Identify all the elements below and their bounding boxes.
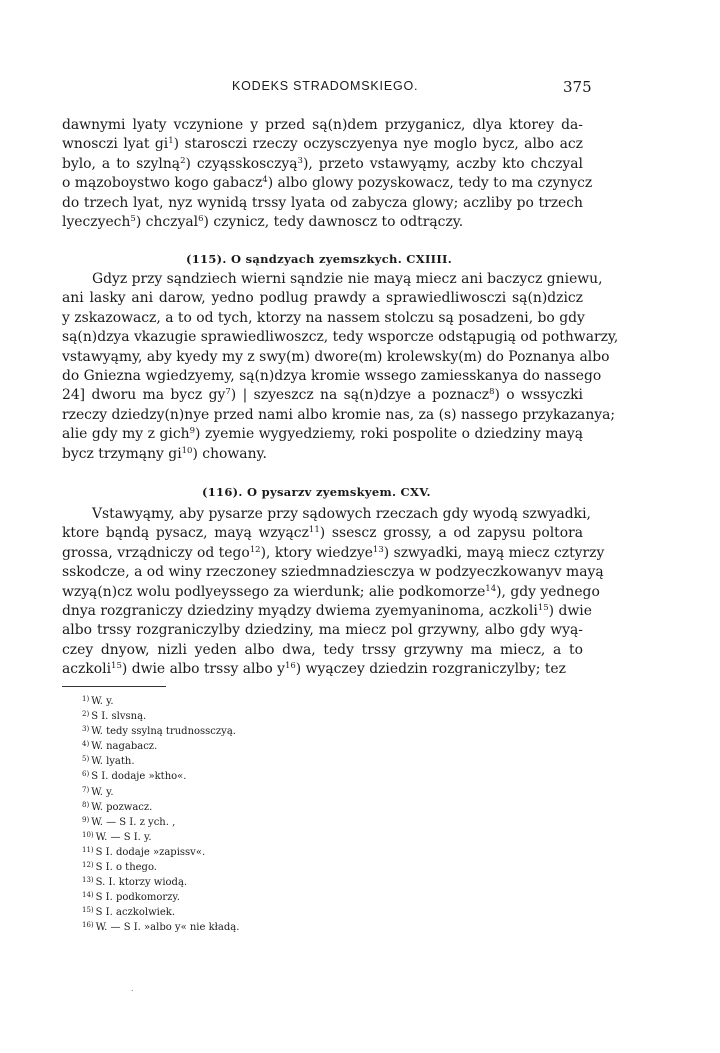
footnote-number: 14)	[82, 891, 94, 900]
text-line: albo trssy rozgraniczylby dziedziny, ma miecz pol grzywny, albo gdy wyą-	[62, 622, 583, 639]
footnote-item	[82, 722, 239, 737]
footnotes-list	[82, 692, 239, 934]
footnote-ref: 3	[297, 155, 303, 166]
text-line: są(n)dzya vkazugie sprawiedliwoszcz, tedy wsporcze odstąpugią od pothwarzy,	[62, 329, 619, 346]
footnote-item	[82, 828, 239, 843]
text-line: wzyą(n)cz wolu podlyeyssego za wierdunk; alie podkomorze$^{14}$), gdy yednego	[62, 583, 600, 600]
footnote-ref: 4	[262, 175, 268, 186]
section-heading-116: (116). O pysarzv zyemskyem. CXV.	[202, 485, 431, 499]
footnote-ref: 15	[111, 661, 122, 672]
footnote-number: 11)	[82, 845, 94, 854]
footnote-ref: 2	[180, 155, 186, 166]
footnote-number: 12)	[82, 861, 94, 870]
footnote-text: W. lyath.	[91, 756, 135, 768]
footnote-number: 6)	[82, 770, 90, 779]
footnote-text: W. pozwacz.	[91, 801, 153, 813]
footnote-ref: 5	[130, 213, 136, 224]
footnote-separator	[62, 686, 166, 687]
paragraph-intro	[62, 116, 593, 232]
footnote-number: 7)	[82, 785, 90, 794]
text-line: vstawyąmy, aby kyedy my z swy(m) dwore(m) krolewsky(m) do Poznanya albo	[62, 348, 610, 365]
footnote-ref: 6	[198, 213, 204, 224]
footnote-ref: 1	[168, 136, 174, 147]
text-line: sskodcze, a od winy rzeczoney sziedmnadziesczya w podzyeczkowanyv mayą	[62, 564, 604, 581]
footnote-ref: 13	[372, 544, 384, 555]
text-line: dnya rozgraniczy dziedziny myądzy dwiema zyemyaninoma, aczkoli$^{15}$) dwie	[62, 602, 592, 619]
footnote-number: 15)	[82, 906, 94, 915]
footnote-number: 8)	[82, 800, 90, 809]
footnote-text: W. — S I. z ych. ,	[91, 816, 176, 828]
text-line: y zskazowacz, a to od tych, ktorzy na nassem stolczu są posadzeni, bo gdy	[62, 309, 585, 326]
text-line: Vstawyąmy, aby pysarze przy sądowych rzeczach gdy wyodą szwyadki,	[92, 506, 591, 522]
footnote-number: 5)	[82, 755, 90, 764]
footnote-text: S I. slvsną.	[91, 711, 147, 723]
footnote-item	[82, 813, 239, 828]
footnote-number: 1)	[82, 695, 90, 703]
footnote-text: W. y.	[91, 696, 114, 707]
text-line: do Gniezna wgiedzyemy, są(n)dzya kromie wssego zamiesskanya do nassego	[62, 367, 602, 384]
text-line: alie gdy my z gich$^9$) zyemie wygyedziemy, roki pospolite o dziedziny mayą	[62, 426, 583, 443]
text-line: Gdyz przy sąndziech wierni sąndzie nie mayą miecz ani baczycz gniewu,	[92, 271, 603, 287]
footnote-ref: 11	[308, 525, 320, 536]
paragraph-116	[62, 505, 605, 680]
text-line: dawnymi lyaty vczynione y przed są(n)dem przyganicz, dlya ktorey da-	[62, 117, 583, 133]
text-line: czey dnyow, nizli yeden albo dwa, tedy trssy grzywny ma miecz, a to	[62, 641, 583, 658]
running-header: KODEKS STRADOMSKIEGO.	[232, 79, 419, 93]
text-line: o mązoboystwo kogo gabacz$^4$) albo glowy pozyskowacz, tedy to ma czynycz	[62, 175, 593, 192]
footnote-item	[82, 798, 239, 813]
footnote-text: W. y.	[91, 786, 114, 798]
footnote-item	[82, 783, 239, 798]
text-line: bycz trzymąny gi$^{10}$) chowany.	[62, 445, 267, 462]
footnote-ref: 7	[225, 387, 231, 398]
footnote-text: S. I. ktorzy wiodą.	[95, 877, 188, 889]
text-line: bylo, a to szylną$^2$) czyąsskosczyą$^3$), przeto vstawyąmy, aczby kto chczyal	[62, 155, 583, 172]
footnote-text: S I. podkomorzy.	[95, 892, 180, 904]
footnote-item	[82, 737, 239, 752]
footnote-number: 9)	[82, 815, 90, 824]
scan-speck: ˙	[130, 990, 135, 1000]
footnote-item	[82, 767, 239, 782]
footnote-item	[82, 843, 239, 858]
footnote-text: W. — S I. y.	[95, 831, 152, 843]
footnote-text: W. — S I. »albo y« nie kładą.	[95, 922, 240, 934]
text-line: wnosczi lyat gi$^1$) starosczi rzeczy oczysczyenya nye moglo bycz, albo acz	[62, 136, 583, 153]
footnote-number: 4)	[82, 740, 90, 749]
text-line: rzeczy dziedzy(n)nye przed nami albo kromie nas, za (s) nassego przykazanya;	[62, 406, 616, 423]
paragraph-115	[62, 270, 619, 464]
text-line: ani lasky ani darow, yedno podlug prawdy a sprawiedliwosczi są(n)dzicz	[62, 290, 583, 307]
footnote-number: 13)	[82, 876, 94, 885]
footnote-number: 3)	[82, 725, 90, 734]
text-line: grossa, vrządniczy od tego$^{12}$), ktory wiedzye$^{13}$) szwyadki, mayą miecz cztyrzy	[62, 544, 605, 561]
footnote-number: 2)	[82, 710, 90, 719]
footnote-number: 16)	[82, 921, 94, 930]
section-heading-115: (115). O sąndzyach zyemszkych. CXIIII.	[186, 252, 452, 266]
footnote-text: S I. dodaje »ktho«.	[91, 771, 187, 783]
footnote-text: W. tedy ssylną trudnossczyą.	[91, 726, 236, 738]
footnote-item	[82, 873, 239, 888]
footnote-item	[82, 903, 239, 918]
footnote-item	[82, 888, 239, 903]
text-line: 24] dworu ma bycz gy$^7$) | szyeszcz na są(n)dzye a poznacz$^8$) o wssyczki	[62, 387, 583, 404]
text-line: ktore bąndą pysacz, mayą wzyącz$^{11}$) ssescz grossy, a od zapysu poltora	[62, 525, 583, 542]
footnote-text: W. nagabacz.	[91, 741, 158, 753]
footnote-item	[82, 918, 239, 933]
text-line: do trzech lyat, nyz wynidą trssy lyata od zabycza glowy; aczliby po trzech	[62, 194, 583, 211]
footnote-text: S I. dodaje »zapissv«.	[95, 846, 206, 858]
footnote-text: S I. o thego.	[95, 862, 157, 874]
footnote-item	[82, 858, 239, 873]
footnote-ref: 12	[249, 544, 261, 555]
footnote-ref: 9	[189, 426, 195, 437]
footnote-ref: 14	[485, 583, 497, 594]
footnote-ref: 10	[181, 445, 193, 456]
footnote-item	[82, 692, 239, 707]
footnote-ref: 8	[489, 387, 495, 398]
footnote-ref: 16	[284, 661, 296, 672]
footnote-text: S I. aczkolwiek.	[95, 907, 176, 919]
footnote-item	[82, 707, 239, 722]
page-number: 375	[563, 78, 592, 96]
text-line: lyeczyech$^5$) chczyal$^6$) czynicz, tedy dawnoscz to odtrączy.	[62, 213, 464, 230]
text-line: aczkoli$^{15}$) dwie albo trssy albo y$^{16}$) wyączey dziedzin rozgraniczylby; tez	[62, 661, 566, 678]
footnote-ref: 15	[537, 602, 549, 613]
footnote-item	[82, 752, 239, 767]
footnote-number: 10)	[82, 830, 94, 839]
